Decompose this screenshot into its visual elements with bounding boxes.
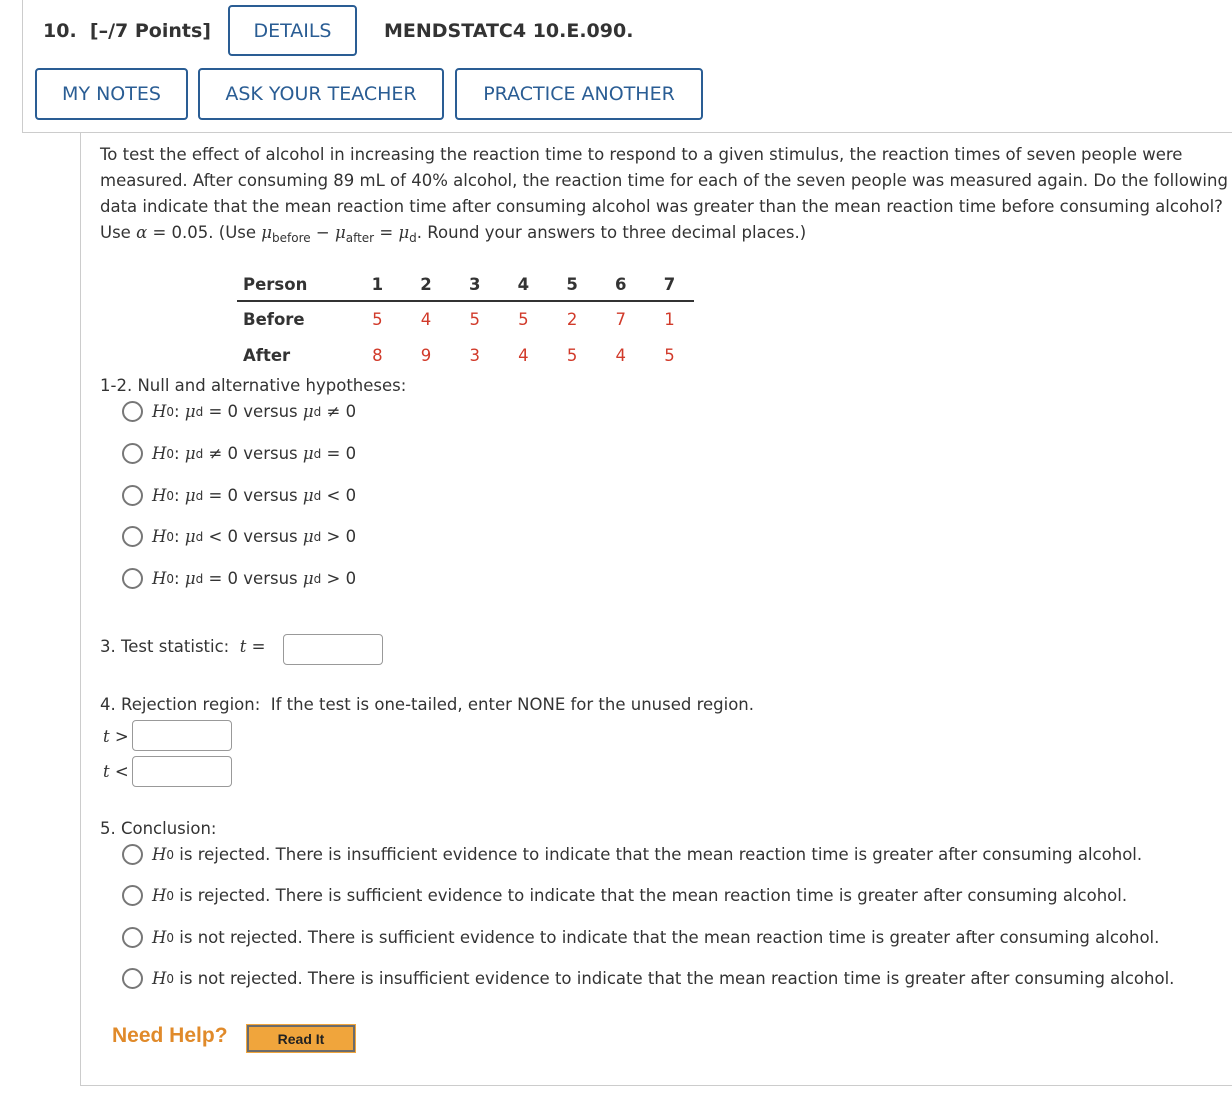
table-row	[237, 268, 694, 301]
conclusion-heading: 5. Conclusion:	[100, 819, 217, 838]
conclusion-option[interactable]: H 0 is rejected. There is insufficient evidence to indicate that the mean reaction time is greater after consuming alcohol.	[122, 844, 1142, 865]
person-cell: 3	[450, 268, 499, 301]
hypothesis-option[interactable]: H 0 : μ d ≠ 0 versus μ d = 0	[122, 443, 356, 464]
rejection-lower-input[interactable]	[132, 756, 232, 787]
table-row	[237, 337, 694, 373]
radio-button[interactable]	[122, 568, 143, 589]
test-statistic-label: 3. Test statistic: t =	[100, 637, 266, 656]
before-cell: 7	[615, 310, 627, 329]
person-cell: 2	[402, 268, 451, 301]
question-number: 10. [–/7 Points]	[43, 20, 211, 42]
person-cell: 7	[645, 268, 694, 301]
radio-button[interactable]	[122, 844, 143, 865]
problem-code: MENDSTATC4 10.E.090.	[384, 20, 634, 42]
hypothesis-option[interactable]: H 0 : μ d = 0 versus μ d ≠ 0	[122, 401, 356, 422]
conclusion-option[interactable]: H 0 is not rejected. There is sufficient evidence to indicate that the mean reaction time is greater after consuming alcohol.	[122, 927, 1159, 948]
details-button[interactable]: DETAILS	[228, 5, 357, 56]
before-label: Before	[243, 310, 305, 329]
before-cell: 5	[518, 310, 529, 329]
before-cell: 5	[469, 310, 480, 329]
problem-statement: To test the effect of alcohol in increasing the reaction time to respond to a given stimulus, the reaction times of seven people were measured. After consuming 89 mL of 40% alcohol, the reaction time for each of the seven people was measured again. Do the following data indicate that the mean reaction time after consuming alcohol was greater than the mean reaction time before consuming alcohol? Use α = 0.05. (Use $\mu_{before} - \mu_{after} = \mu_d$. Round your answers to three decimal places.)	[100, 145, 1228, 245]
hypothesis-option[interactable]: H 0 : μ d < 0 versus μ d > 0	[122, 526, 356, 547]
hypothesis-option[interactable]: H 0 : μ d = 0 versus μ d > 0	[122, 568, 356, 589]
before-cell: 4	[420, 310, 432, 329]
rejection-region-label: 4. Rejection region: If the test is one-tailed, enter NONE for the unused region.	[100, 695, 755, 714]
before-cell: 5	[372, 310, 383, 329]
ask-your-teacher-button[interactable]: ASK YOUR TEACHER	[198, 68, 444, 120]
after-cell: 4	[615, 345, 627, 365]
person-cell: 1	[353, 268, 402, 301]
radio-button[interactable]	[122, 927, 143, 948]
my-notes-button[interactable]: MY NOTES	[35, 68, 188, 120]
practice-another-button[interactable]: PRACTICE ANOTHER	[455, 68, 703, 120]
person-cell: 4	[499, 268, 548, 301]
radio-button[interactable]	[122, 526, 143, 547]
hypotheses-heading: 1-2. Null and alternative hypotheses:	[100, 376, 407, 395]
radio-button[interactable]	[122, 885, 143, 906]
before-cell: 2	[566, 310, 578, 329]
after-cell: 5	[566, 345, 578, 365]
data-table	[237, 268, 694, 373]
after-label: After	[243, 345, 291, 365]
radio-button[interactable]	[122, 485, 143, 506]
test-statistic-input[interactable]	[283, 634, 383, 665]
person-header: Person	[237, 268, 353, 301]
conclusion-option[interactable]: H 0 is not rejected. There is insufficient evidence to indicate that the mean reaction time is greater after consuming alcohol.	[122, 968, 1174, 989]
rejection-upper-input[interactable]	[132, 720, 232, 751]
after-cell: 8	[372, 345, 383, 365]
hypothesis-option[interactable]: H 0 : μ d = 0 versus μ d < 0	[122, 485, 356, 506]
radio-button[interactable]	[122, 443, 143, 464]
after-cell: 5	[664, 345, 675, 365]
radio-button[interactable]	[122, 401, 143, 422]
conclusion-option[interactable]: H 0 is rejected. There is sufficient evidence to indicate that the mean reaction time is greater after consuming alcohol.	[122, 885, 1127, 906]
after-cell: 9	[420, 345, 432, 365]
t-greater-label: t >	[103, 727, 129, 746]
person-cell: 5	[548, 268, 597, 301]
radio-button[interactable]	[122, 968, 143, 989]
table-row	[237, 301, 694, 337]
need-help-label: Need Help?	[112, 1024, 228, 1047]
after-cell: 4	[518, 345, 529, 365]
after-cell: 3	[469, 345, 480, 365]
person-cell: 6	[596, 268, 645, 301]
read-it-button[interactable]: Read It	[247, 1025, 355, 1052]
before-cell: 1	[664, 310, 675, 329]
t-less-label: t <	[103, 762, 129, 781]
